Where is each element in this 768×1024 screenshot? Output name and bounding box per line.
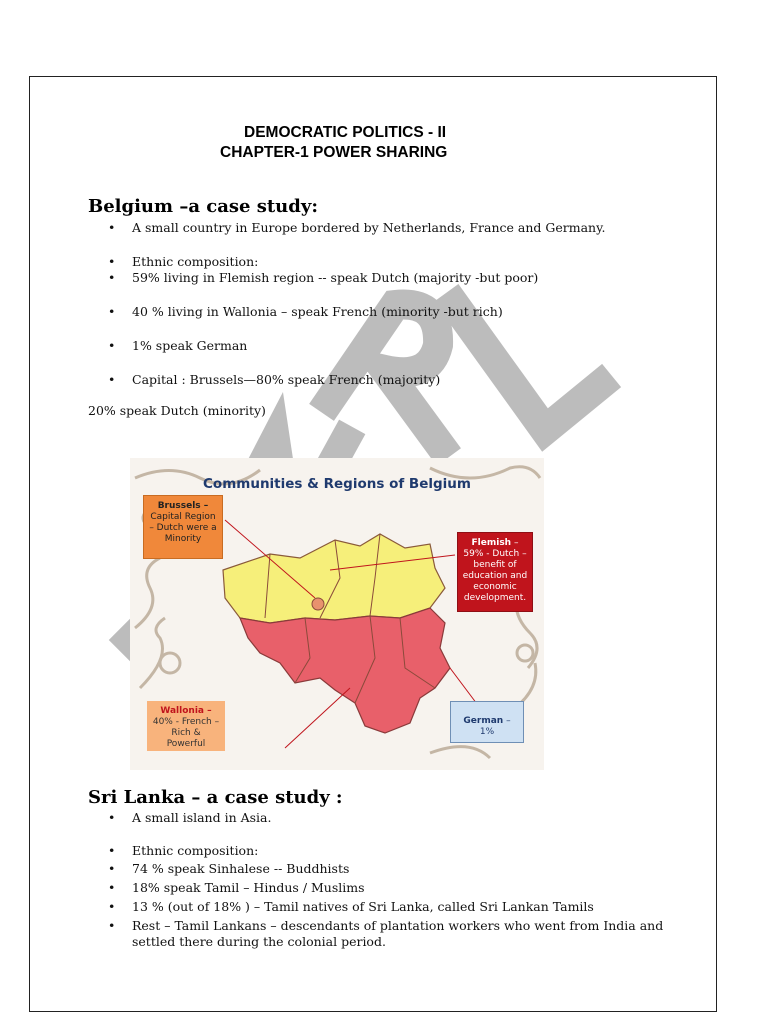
trailing-text: 20% speak Dutch (minority) [88,403,266,418]
brussels-callout: Brussels – Capital Region – Dutch were a Minority [143,495,223,559]
wallonia-region [240,608,450,733]
chapter-title: CHAPTER-1 POWER SHARING [220,144,448,161]
list-item: • 13 % (out of 18% ) – Tamil natives of Sri Lanka, called Sri Lankan Tamils [108,899,668,915]
list-item: • 40 % living in Wallonia – speak French (minority -but rich) [108,304,668,320]
wallonia-callout: Wallonia – 40% - French – Rich & Powerful [147,701,225,751]
list-item: • 74 % speak Sinhalese -- Buddhists [108,861,668,877]
list-item: • Rest – Tamil Lankans – descendants of plantation workers who went from India and settled there during the colonial period. [108,918,668,950]
list-item: • A small island in Asia. [108,810,668,826]
map-title: Communities & Regions of Belgium [203,476,471,492]
list-item: • 18% speak Tamil – Hindus / Muslims [108,880,668,896]
list-item: • 59% living in Flemish region -- speak Dutch (majority -but poor) [108,270,668,286]
belgium-section-title: Belgium –a case study: [88,196,318,217]
list-item: • A small country in Europe bordered by Netherlands, France and Germany. [108,220,668,236]
brussels-region [312,598,324,610]
list-item: • Capital : Brussels—80% speak French (majority) [108,372,668,388]
german-callout: German – 1% [450,701,524,743]
list-item: • Ethnic composition: [108,254,668,270]
list-item: • Ethnic composition: [108,843,668,859]
flemish-callout: Flemish – 59% - Dutch – benefit of education and economic development. [457,532,533,612]
list-item: • 1% speak German [108,338,668,354]
belgium-map-figure [130,458,544,770]
srilanka-section-title: Sri Lanka – a case study : [88,787,343,808]
document-title: DEMOCRATIC POLITICS - II [244,124,447,141]
